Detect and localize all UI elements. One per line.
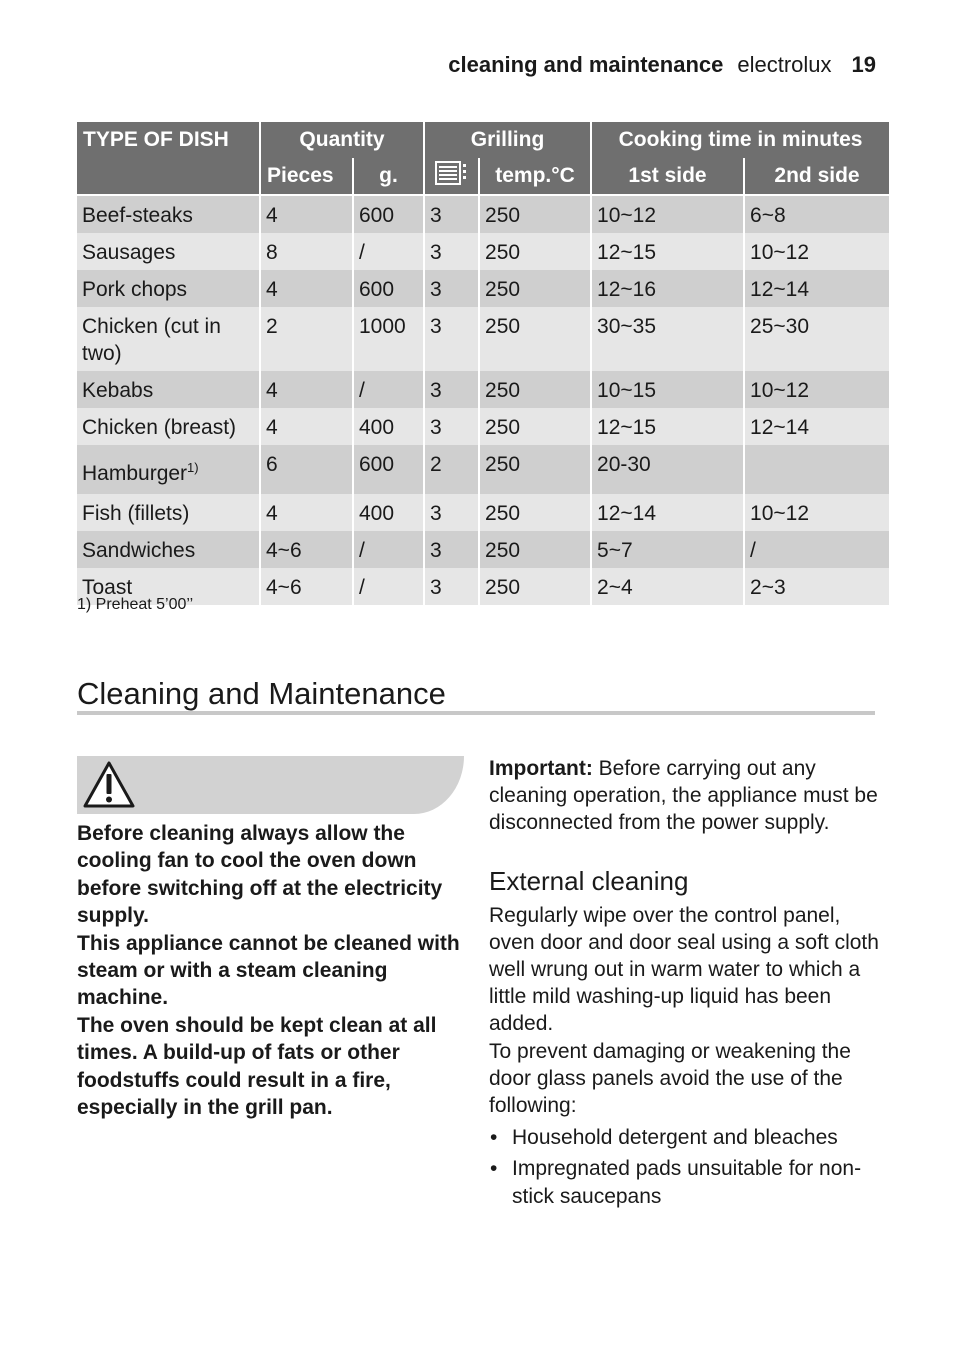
temp-cell: 250 — [480, 307, 590, 371]
dish-name: Kebabs — [77, 371, 259, 408]
second-side-cell: 10~12 — [745, 233, 889, 270]
temp-cell: 250 — [480, 233, 590, 270]
header-pieces: Pieces — [261, 158, 352, 196]
warning-paragraph: Before cleaning always allow the cooling fan to cool the oven down before switching off at the electricity supply. — [77, 822, 443, 928]
table-row — [77, 270, 889, 307]
grams-cell: 600 — [354, 445, 423, 494]
table-row — [77, 408, 889, 445]
temp-cell: 250 — [480, 568, 590, 605]
level-cell: 3 — [425, 233, 478, 270]
grams-cell: 600 — [354, 196, 423, 233]
second-side-cell: 10~12 — [745, 371, 889, 408]
second-side-cell — [745, 445, 889, 494]
pieces-cell: 4 — [261, 196, 352, 233]
header-second-side: 2nd side — [745, 158, 889, 196]
dish-name: Sandwiches — [77, 531, 259, 568]
footnote-marker: 1) — [187, 460, 199, 475]
pieces-cell: 4 — [261, 408, 352, 445]
dish-name: Pork chops — [77, 270, 259, 307]
bullet-icon: • — [490, 1157, 498, 1181]
dish-name: Toast — [77, 568, 259, 605]
temp-cell: 250 — [480, 408, 590, 445]
first-side-cell: 12~14 — [592, 494, 743, 531]
pieces-cell: 8 — [261, 233, 352, 270]
dish-name: Beef-steaks — [77, 196, 259, 233]
pieces-cell: 6 — [261, 445, 352, 494]
dish-name: Fish (fillets) — [77, 494, 259, 531]
grams-cell: / — [354, 233, 423, 270]
table-row — [77, 445, 889, 494]
grams-cell: 1000 — [354, 307, 423, 371]
pieces-cell: 4 — [261, 371, 352, 408]
external-cleaning-heading: External cleaning — [489, 865, 689, 896]
second-side-cell: 10~12 — [745, 494, 889, 531]
warning-banner — [77, 756, 464, 814]
pieces-cell: 4 — [261, 494, 352, 531]
header-quantity: Quantity — [261, 122, 423, 158]
header-grilling: Grilling — [425, 122, 590, 158]
right-column — [489, 755, 881, 1214]
pieces-cell: 4~6 — [261, 568, 352, 605]
grams-cell: 600 — [354, 270, 423, 307]
body-paragraph: Regularly wipe over the control panel, oven door and door seal using a soft cloth well wrung out in warm water to which a little mild washing-up liquid has been added. — [489, 903, 879, 1036]
second-side-cell: 2~3 — [745, 568, 889, 605]
table-row — [77, 371, 889, 408]
second-side-cell: / — [745, 531, 889, 568]
level-cell: 3 — [425, 494, 478, 531]
important-label: Important: — [489, 757, 593, 780]
list-item-text: Household detergent and bleaches — [512, 1126, 838, 1150]
first-side-cell: 30~35 — [592, 307, 743, 371]
warning-paragraph: This appliance cannot be cleaned with steam or with a steam cleaning machine. — [77, 931, 460, 1010]
level-cell: 2 — [425, 445, 478, 494]
first-side-cell: 10~15 — [592, 371, 743, 408]
dish-name: Chicken (breast) — [77, 408, 259, 445]
first-side-cell: 5~7 — [592, 531, 743, 568]
header-first-side: 1st side — [592, 158, 743, 196]
warning-text — [77, 820, 469, 1121]
important-text: Before carrying out any cleaning operation, the appliance must be disconnected from the power supply. — [489, 757, 878, 835]
grams-cell: / — [354, 531, 423, 568]
grams-cell: 400 — [354, 408, 423, 445]
dish-name: Sausages — [77, 233, 259, 270]
header-brand: electrolux — [737, 52, 832, 77]
header-grams: g. — [354, 158, 423, 196]
page-number: 19 — [851, 52, 876, 77]
level-cell: 3 — [425, 408, 478, 445]
first-side-cell: 12~15 — [592, 408, 743, 445]
temp-cell: 250 — [480, 196, 590, 233]
temp-cell: 250 — [480, 494, 590, 531]
body-paragraph: To prevent damaging or weakening the door glass panels avoid the use of the following: — [489, 1039, 851, 1118]
section-divider — [77, 711, 875, 715]
table-footnote: 1) Preheat 5’00’’ — [77, 596, 194, 613]
temp-cell: 250 — [480, 445, 590, 494]
table-row — [77, 233, 889, 270]
first-side-cell: 12~16 — [592, 270, 743, 307]
second-side-cell: 25~30 — [745, 307, 889, 371]
dish-name — [77, 445, 259, 494]
header-cooking-time: Cooking time in minutes — [592, 122, 889, 158]
warning-paragraph: The oven should be kept clean at all times. A build-up of fats or other foodstuffs could result in a fire, especially in the grill pan. — [77, 1013, 437, 1120]
pieces-cell: 4~6 — [261, 531, 352, 568]
second-side-cell: 12~14 — [745, 408, 889, 445]
level-cell: 3 — [425, 196, 478, 233]
section-title: Cleaning and Maintenance — [77, 676, 446, 711]
grams-cell: / — [354, 568, 423, 605]
level-cell: 3 — [425, 568, 478, 605]
page-header — [448, 52, 876, 78]
second-side-cell: 6~8 — [745, 196, 889, 233]
table-row — [77, 494, 889, 531]
avoid-list — [489, 1124, 881, 1210]
header-type-of-dish: TYPE OF DISH — [77, 122, 259, 196]
pieces-cell: 2 — [261, 307, 352, 371]
second-side-cell: 12~14 — [745, 270, 889, 307]
header-section-title: cleaning and maintenance — [448, 52, 724, 77]
level-cell: 3 — [425, 531, 478, 568]
grilling-table — [75, 122, 891, 605]
list-item — [489, 1155, 881, 1209]
table-row — [77, 531, 889, 568]
warning-triangle-icon — [81, 759, 137, 811]
temp-cell: 250 — [480, 531, 590, 568]
grams-cell: 400 — [354, 494, 423, 531]
first-side-cell: 2~4 — [592, 568, 743, 605]
grams-cell: / — [354, 371, 423, 408]
table-row — [77, 196, 889, 233]
first-side-cell: 20-30 — [592, 445, 743, 494]
dish-name-text: Hamburger — [82, 462, 188, 485]
list-item-text: Impregnated pads unsuitable for non-stick saucepans — [512, 1157, 862, 1208]
dish-name: Chicken (cut in two) — [77, 307, 259, 371]
table-row — [77, 568, 889, 605]
list-item — [489, 1124, 881, 1151]
level-cell: 3 — [425, 307, 478, 371]
pieces-cell: 4 — [261, 270, 352, 307]
important-note — [489, 755, 881, 837]
header-temp: temp.°C — [480, 158, 590, 196]
table-row — [77, 307, 889, 371]
shelf-level-icon — [425, 158, 478, 196]
level-cell: 3 — [425, 371, 478, 408]
level-cell: 3 — [425, 270, 478, 307]
temp-cell: 250 — [480, 270, 590, 307]
bullet-icon: • — [490, 1126, 498, 1150]
first-side-cell: 10~12 — [592, 196, 743, 233]
temp-cell: 250 — [480, 371, 590, 408]
first-side-cell: 12~15 — [592, 233, 743, 270]
